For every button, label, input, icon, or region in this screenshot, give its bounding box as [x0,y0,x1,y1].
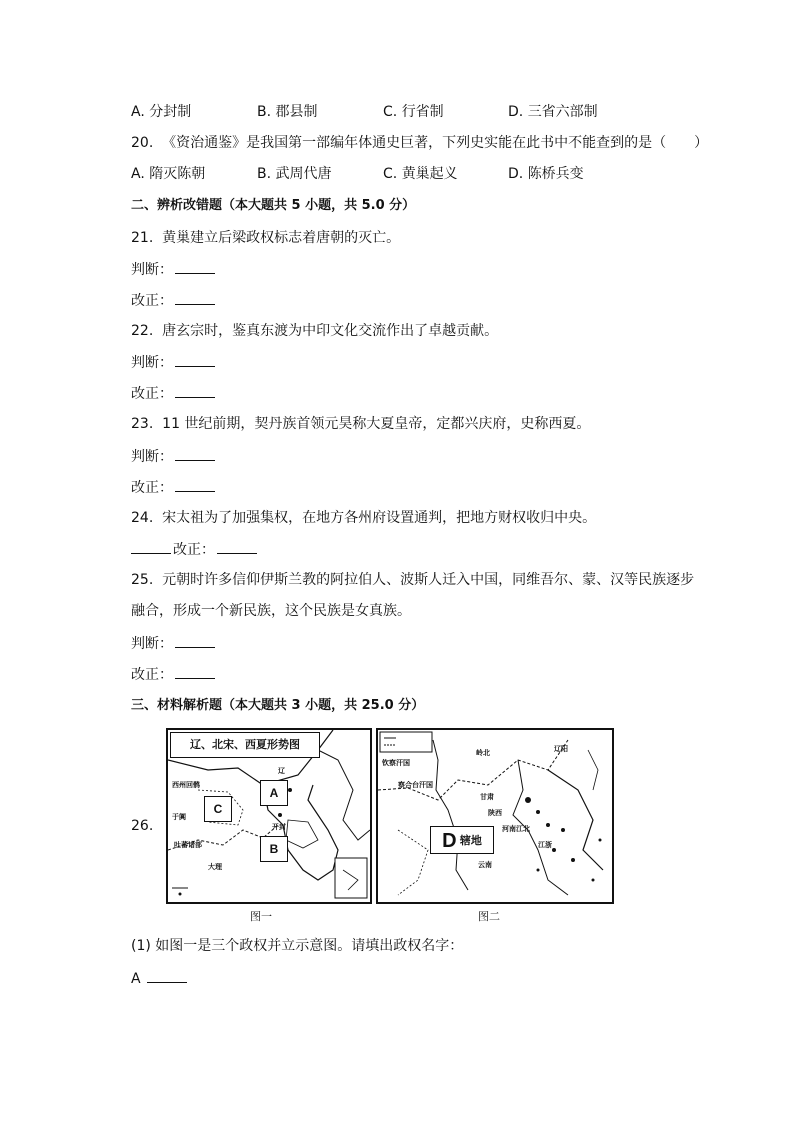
map1-caption: 图一 [250,910,272,923]
q20-option-a: A. 隋灭陈朝 [131,166,206,182]
q26-answer-a-blank[interactable] [147,968,187,983]
q25-stem-line2: 融合，形成一个新民族，这个民族是女真族。 [131,603,411,619]
q23-correct: 改正： [131,477,215,498]
q23-judge: 判断： [131,446,215,467]
q24-correct-blank[interactable] [217,539,257,554]
map2-label-d: D 辖地 [430,826,494,854]
section2-title: 二、辨析改错题（本大题共 5 小题，共 5.0 分） [131,198,416,213]
q23-judge-blank[interactable] [175,446,215,461]
q19-option-b: B. 郡县制 [257,104,318,120]
map2-place-liaoyang: 辽阳 [554,745,568,753]
q26-part1: (1) 如图一是三个政权并立示意图。请填出政权名字： [131,938,464,954]
map2-place-yunnan: 云南 [478,861,492,869]
map2-place-gansu: 甘肃 [480,793,494,801]
q20-option-b: B. 武周代唐 [257,166,332,182]
map1-title: 辽、北宋、西夏形势图 [170,732,320,758]
map2-place-qincha: 钦察汗国 [382,759,410,767]
q20-option-c: C. 黄巢起义 [383,166,458,182]
q26-number: 26. [131,818,154,834]
q25-judge: 判断： [131,633,215,654]
map1-place-kaifeng: 开封 [272,823,286,831]
q26-answer-a: A [131,968,187,989]
map2-caption: 图二 [478,910,500,923]
q25-correct-blank[interactable] [175,664,215,679]
map1-liao-song-xixia [166,728,372,904]
map1-place-liao: 辽 [278,767,285,775]
q22-stem: 22. 唐玄宗时，鉴真东渡为中印文化交流作出了卓越贡献。 [131,323,499,339]
q22-judge: 判断： [131,352,215,373]
map1-label-c: C [204,796,232,822]
q19-option-d: D. 三省六部制 [508,104,598,120]
section3-title: 三、材料解析题（本大题共 3 小题，共 25.0 分） [131,698,425,713]
q22-judge-blank[interactable] [175,352,215,367]
q25-stem-line1: 25. 元朝时许多信仰伊斯兰教的阿拉伯人、波斯人迁入中国，同维吾尔、蒙、汉等民族逐步 [131,572,695,588]
q25-correct: 改正： [131,664,215,685]
q22-correct-blank[interactable] [175,383,215,398]
q23-stem: 23. 11 世纪前期，契丹族首领元昊称大夏皇帝，定都兴庆府，史称西夏。 [131,416,591,432]
q19-option-c: C. 行省制 [383,104,444,120]
q21-correct-blank[interactable] [175,290,215,305]
q25-judge-blank[interactable] [175,633,215,648]
map1-place-yutian: 于阗 [172,813,186,821]
map2-place-chagatai: 察合台汗国 [398,781,433,789]
q24-judge-blank[interactable] [131,539,171,554]
map2-place-lingbei: 岭北 [476,749,490,757]
map1-place-dali: 大理 [208,863,222,871]
map1-place-xizhou: 西州回鹘 [172,781,200,789]
map2-place-henan: 河南江北 [502,825,530,833]
q21-judge: 判断： [131,259,215,280]
map1-label-a: A [260,780,288,806]
map2-place-shaanxi: 陕西 [488,809,502,817]
q20-option-d: D. 陈桥兵变 [508,166,584,182]
q19-option-a: A. 分封制 [131,104,192,120]
map2-yuan-territory [376,728,614,904]
map1-label-b: B [260,836,288,862]
q22-correct: 改正： [131,383,215,404]
q21-judge-blank[interactable] [175,259,215,274]
map1-place-tubo: 吐蕃诸部 [174,841,202,849]
q23-correct-blank[interactable] [175,477,215,492]
q24-answer-row: 改正： [131,539,257,560]
map2-place-jiangzhe: 江浙 [538,841,552,849]
q24-stem: 24. 宋太祖为了加强集权，在地方各州府设置通判，把地方财权收归中央。 [131,510,597,526]
q20-stem: 20. 《资治通鉴》是我国第一部编年体通史巨著，下列史实能在此书中不能查到的是（ ） [131,135,709,151]
q21-correct: 改正： [131,290,215,311]
q21-stem: 21. 黄巢建立后梁政权标志着唐朝的灭亡。 [131,230,401,246]
